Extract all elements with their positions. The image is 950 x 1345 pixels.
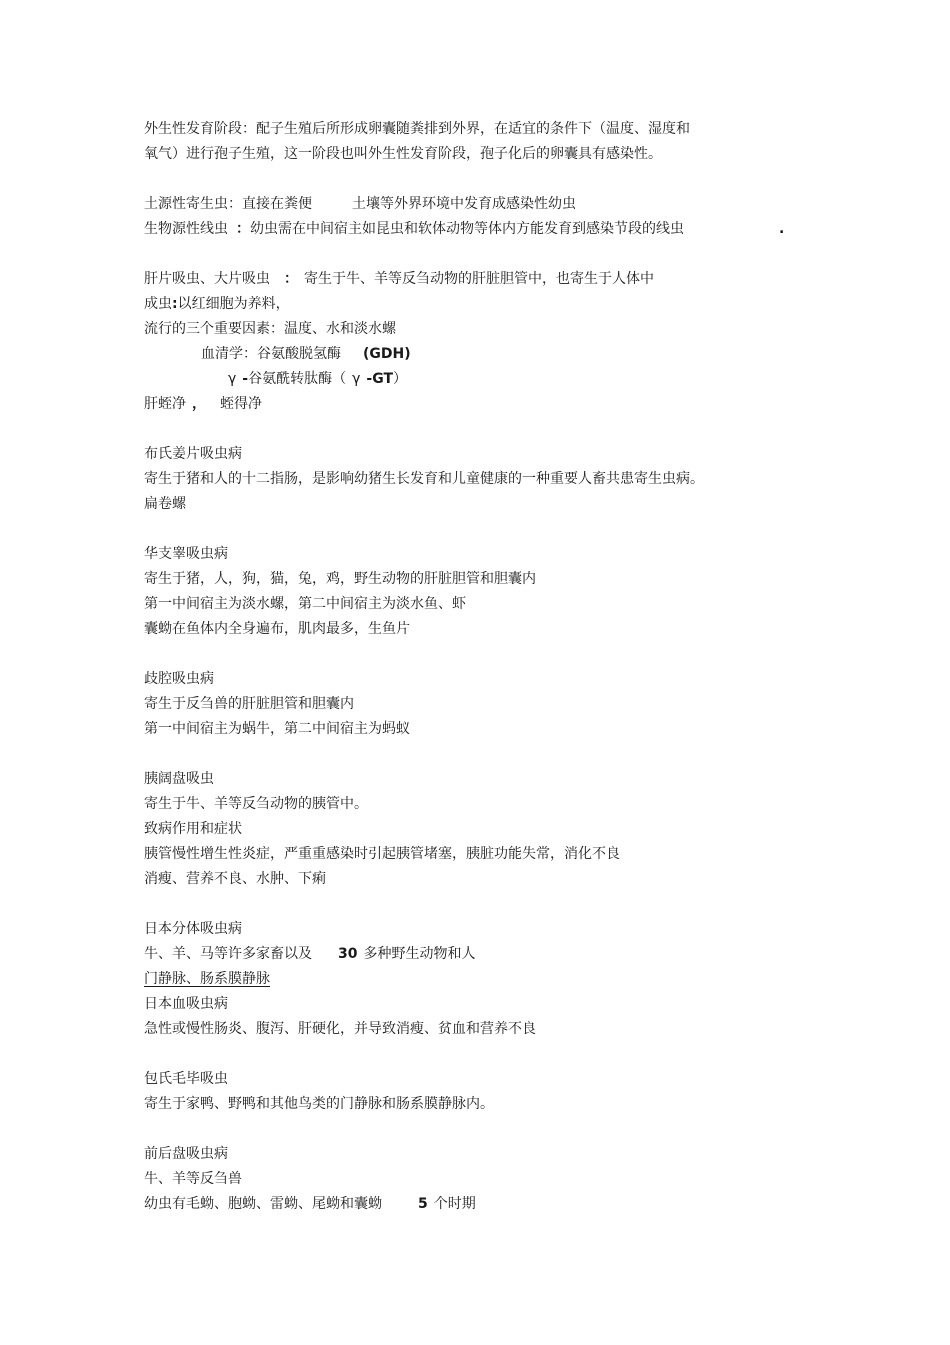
text-line: [144, 969, 286, 989]
text-segment: 30: [338, 946, 358, 962]
text-line: 流行的三个重要因素：温度、水和淡水螺: [144, 321, 396, 337]
text-segment: 蛭得净: [220, 396, 262, 412]
text-segment: -GT: [366, 371, 394, 387]
section-heading: 布氏姜片吸虫病: [144, 446, 242, 462]
text-segment: :: [172, 296, 178, 312]
text-line: 日本血吸虫病: [144, 996, 228, 1012]
text-line: 氧气）进行孢子生殖，这一阶段也叫外生性发育阶段，孢子化后的卵囊具有感染性。: [144, 146, 662, 162]
text-segment: 幼虫有毛蚴、胞蚴、雷蚴、尾蚴和囊蚴: [144, 1196, 382, 1212]
text-segment: γ: [228, 371, 237, 387]
text-line: 致病作用和症状: [144, 821, 242, 837]
text-segment: 多种野生动物和人: [363, 946, 476, 962]
text-segment: 寄生于牛、羊等反刍动物的肝脏胆管中，也寄生于人体中: [304, 271, 654, 287]
text-line: 扁卷螺: [144, 496, 186, 512]
text-line: 胰管慢性增生性炎症，严重重感染时引起胰管堵塞，胰脏功能失常，消化不良: [144, 846, 620, 862]
text-segment: 牛、羊、马等许多家畜以及: [144, 946, 312, 962]
text-segment: γ: [352, 371, 361, 387]
text-segment: 生物源性线虫: [144, 221, 228, 237]
text-segment: -: [242, 371, 249, 387]
section-heading: 歧腔吸虫病: [144, 671, 214, 687]
text-segment: 成虫: [144, 296, 172, 312]
text-segment: 肝蛭净: [144, 396, 186, 412]
text-line: 外生性发育阶段：配子生殖后所形成卵囊随粪排到外界，在适宜的条件下（温度、湿度和: [144, 121, 690, 137]
section-heading: 前后盘吸虫病: [144, 1146, 228, 1162]
text-segment: 以红细胞为养料，: [177, 296, 290, 312]
section-heading: 包氏毛毕吸虫: [144, 1071, 228, 1087]
section-heading: 日本分体吸虫病: [144, 921, 242, 937]
text-line: 寄生于猪和人的十二指肠，是影响幼猪生长发育和儿童健康的一种重要人畜共患寄生虫病。: [144, 471, 704, 487]
text-segment: ，: [192, 396, 206, 412]
text-line: [144, 219, 794, 239]
text-line: 急性或慢性肠炎、腹泻、肝硬化，并导致消瘦、贫血和营养不良: [144, 1021, 536, 1037]
text-line: [144, 394, 262, 414]
section-heading: 华支睾吸虫病: [144, 546, 228, 562]
text-segment: 血清学：谷氨酸脱氢酶: [201, 346, 341, 362]
text-line: 寄生于家鸭、野鸭和其他鸟类的门静脉和肠系膜静脉内。: [144, 1096, 494, 1112]
text-line: 消瘦、营养不良、水肿、下痢: [144, 871, 326, 887]
text-segment: 谷氨酰转肽酶（: [248, 371, 347, 387]
text-line: [144, 194, 576, 214]
text-segment: 5: [418, 1196, 428, 1212]
text-segment: (GDH): [363, 346, 411, 362]
text-line: 寄生于猪，人，狗，猫，兔，鸡，野生动物的肝脏胆管和胆囊内: [144, 571, 536, 587]
section-heading: 胰阔盘吸虫: [144, 771, 214, 787]
text-line: 寄生于反刍兽的肝脏胆管和胆囊内: [144, 696, 354, 712]
text-segment: 个时期: [433, 1196, 476, 1212]
text-segment: 土源性寄生虫：直接在粪便: [144, 196, 312, 212]
text-segment: ：: [236, 221, 250, 237]
text-line: [201, 344, 411, 364]
text-line: [144, 944, 475, 964]
underlined-text: 门静脉、肠系膜静脉: [144, 971, 270, 987]
text-segment: ：: [284, 271, 298, 287]
text-line: 第一中间宿主为淡水螺，第二中间宿主为淡水鱼、虾: [144, 596, 466, 612]
text-segment: 肝片吸虫、大片吸虫: [144, 271, 270, 287]
text-segment: 土壤等外界环境中发育成感染性幼虫: [352, 196, 576, 212]
text-line: 牛、羊等反刍兽: [144, 1171, 242, 1187]
text-line: [144, 1194, 476, 1214]
text-line: 囊蚴在鱼体内全身遍布，肌肉最多，生鱼片: [144, 621, 410, 637]
text-line: 第一中间宿主为蜗牛，第二中间宿主为蚂蚁: [144, 721, 410, 737]
text-segment: ）: [393, 371, 408, 387]
text-line: [144, 294, 290, 314]
text-line: 寄生于牛、羊等反刍动物的胰管中。: [144, 796, 368, 812]
text-segment: 幼虫需在中间宿主如昆虫和软体动物等体内方能发育到感染节段的线虫: [250, 221, 684, 237]
text-segment: .: [779, 221, 785, 237]
text-line: [228, 369, 407, 389]
text-line: [144, 269, 654, 289]
